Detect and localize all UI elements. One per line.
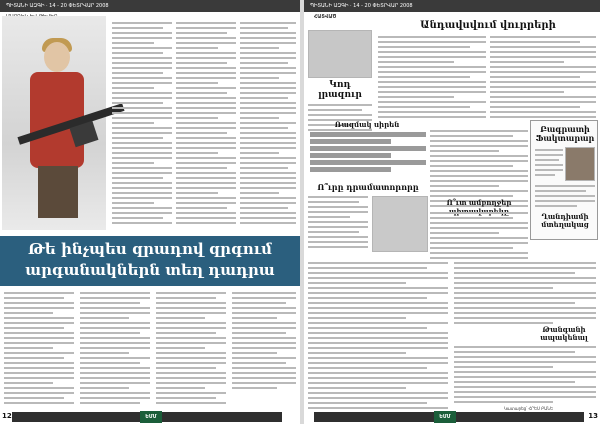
child-with-rifle-photo [2, 16, 106, 230]
side-title-3: Թանգանի ապակենալ [540, 325, 588, 342]
left-column-2-text [176, 22, 236, 227]
left-bottom-column-1 [4, 292, 74, 407]
side-title-1: Բագրատի Ֆակտարար [535, 124, 595, 143]
left-page-number: 12 [2, 412, 12, 420]
side-text-1 [535, 149, 563, 179]
right-bottom-col-2 [454, 262, 596, 327]
right-bottom-col-3 [454, 346, 596, 406]
person-photo [372, 196, 428, 252]
stats-table [310, 132, 426, 176]
title-person: Ո՞ւրը դրամատորորը [317, 182, 419, 192]
animal-photo [308, 30, 372, 78]
title-code-reporter: Կոդ լրազուր [318, 80, 362, 100]
left-headline: Թե ինչպես զրադով զրգում արգանակներն տեղ դադրա [0, 236, 300, 286]
portrait-sidebar [530, 120, 598, 240]
right-page-number: 13 [588, 412, 598, 420]
footer-note: Կատարեց՝ ՀՐԵՍ ԲԱՆԵ [504, 406, 554, 411]
side-title-2: Ղանդիամի մտեղակաց [541, 212, 589, 229]
right-top-col-2 [490, 36, 596, 121]
left-bottom-column-4 [232, 292, 296, 392]
title-mid: Ո՞ւտ ամբողջեր [446, 198, 512, 207]
left-bottom-column-3 [156, 292, 226, 407]
left-page-header: ՊԻՏԱՆԻ ԱԶԳԻ · 14 - 20 ՓԵՏՐՎԱՐ 2008 [0, 0, 300, 12]
right-section-tab: ՀԱՏՎԱԾ [314, 14, 337, 20]
title-top: Անդավսվում վուրրերի [420, 20, 556, 31]
left-logo: ԵՄՄ [140, 411, 162, 423]
portrait-photo [565, 147, 595, 181]
title-table: Ռազմակ սիրեն [334, 120, 400, 129]
right-top-col-1 [378, 36, 486, 121]
right-logo: ԵՄՄ [434, 411, 456, 423]
left-bottom-column-2 [80, 292, 150, 407]
side-text-2 [535, 185, 595, 210]
left-column-3-text [240, 22, 296, 227]
right-page-header: ՊԻՏԱՆԻ ԱԶԳԻ · 14 - 20 ՓԵՏՐՎԱՐ 2008 [304, 0, 600, 12]
right-bottom-col-1 [308, 262, 448, 412]
right-col-1-text [308, 104, 372, 134]
left-column-1-text [112, 22, 172, 227]
right-mid-col-2 [308, 196, 368, 251]
right-mid-col-3 [430, 212, 528, 262]
right-page [304, 0, 600, 424]
